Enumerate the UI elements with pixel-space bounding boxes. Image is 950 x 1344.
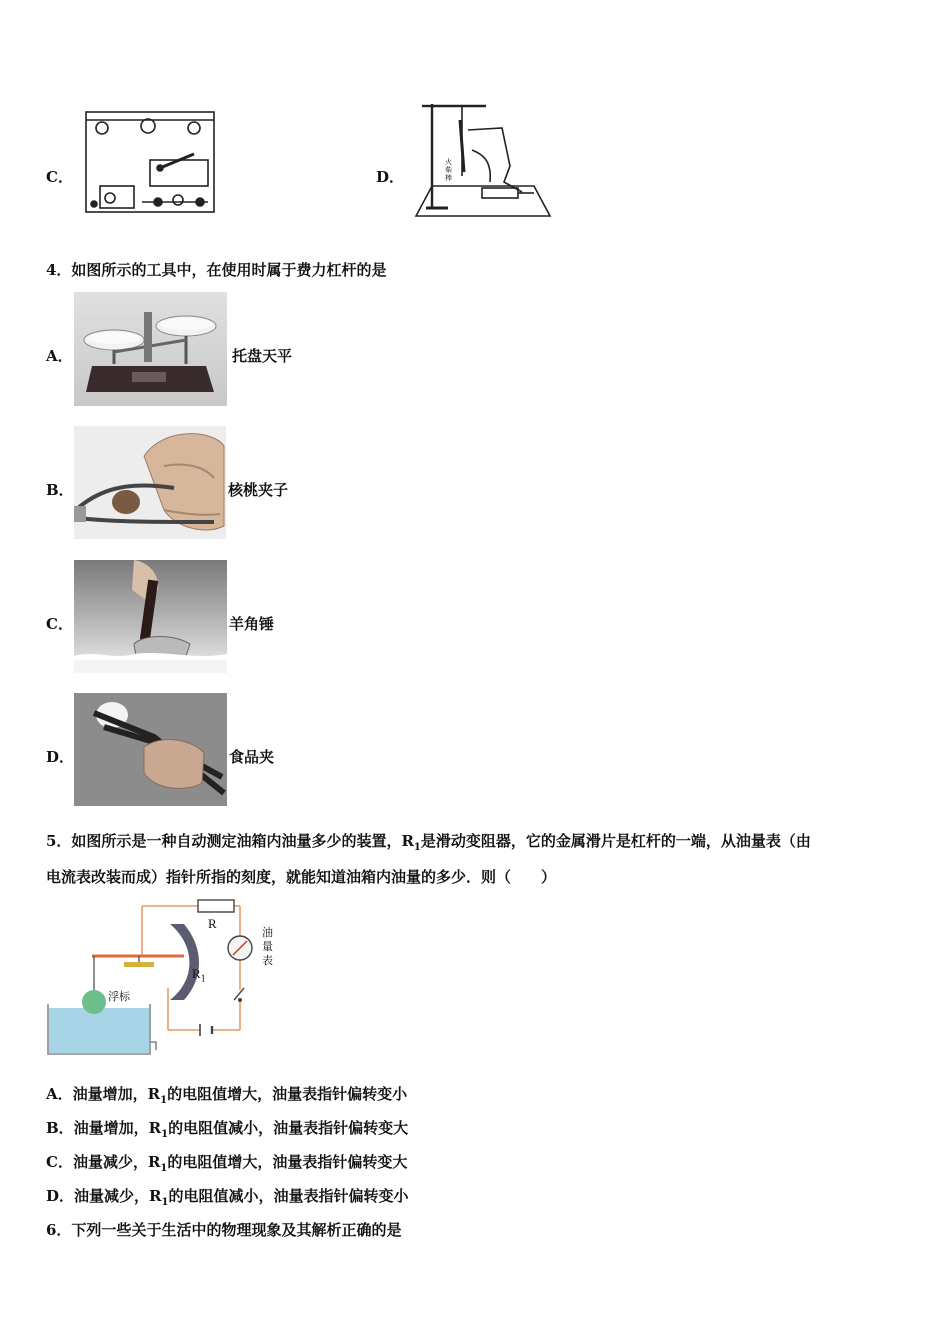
q4-option-c-caption: 羊角锤 [229, 615, 275, 633]
q4-option-d-food-tongs-photo [74, 693, 227, 806]
q4-option-c-label: C． [46, 615, 73, 633]
q4-option-c-claw-hammer-photo [74, 560, 227, 673]
q4-option-d-caption: 食品夹 [229, 748, 275, 766]
q5-figure-float-label: 浮标 [108, 990, 130, 1003]
q4-option-b-caption: 核桃夹子 [228, 481, 289, 499]
q4-stem: 4．如图所示的工具中，在使用时属于费力杠杆的是 [46, 261, 387, 279]
q5-stem-line2: 电流表改装而成）指针所指的刻度，就能知道油箱内油量的多少．则（ ） [46, 868, 557, 886]
q5-oil-gauge-figure [44, 896, 284, 1060]
q5-option-c: C．油量减少，$R_1$的电阻值增大，油量表指针偏转变大 [46, 1153, 408, 1174]
q3-option-c-circuit-figure [82, 106, 222, 218]
q4-option-b-label: B． [46, 481, 74, 499]
q3-option-c-label: C． [46, 168, 73, 186]
q5-figure-r-label: R [208, 916, 217, 931]
q6-stem: 6．下列一些关于生活中的物理现象及其解析正确的是 [46, 1221, 402, 1239]
q3-option-d-matchstick-text: 火 柴 棒 [445, 158, 452, 182]
q5-figure-meter-label: 油 量 表 [262, 926, 273, 967]
q4-option-d-label: D． [46, 748, 75, 766]
q5-figure-r1-label: $R_1$ [192, 966, 206, 985]
q4-option-a-balance-photo [74, 292, 227, 406]
q4-option-a-label: A． [46, 347, 73, 365]
q5-option-d: D．油量减少，$R_1$的电阻值减小，油量表指针偏转变小 [46, 1187, 409, 1208]
q4-option-b-nutcracker-photo [74, 426, 226, 539]
q5-option-b: B．油量增加，$R_1$的电阻值减小，油量表指针偏转变大 [46, 1119, 409, 1140]
q5-option-a: A．油量增加，$R_1$的电阻值增大，油量表指针偏转变小 [46, 1085, 408, 1106]
q4-option-a-caption: 托盘天平 [232, 347, 293, 365]
q3-option-d-label: D． [376, 168, 405, 186]
q5-stem-line1: 5．如图所示是一种自动测定油箱内油量多少的装置，$R_1$是滑动变阻器，它的金属滑片是杠杆的一端，从油量表（由 [46, 832, 811, 853]
q3-option-d-apparatus-figure [412, 100, 554, 220]
